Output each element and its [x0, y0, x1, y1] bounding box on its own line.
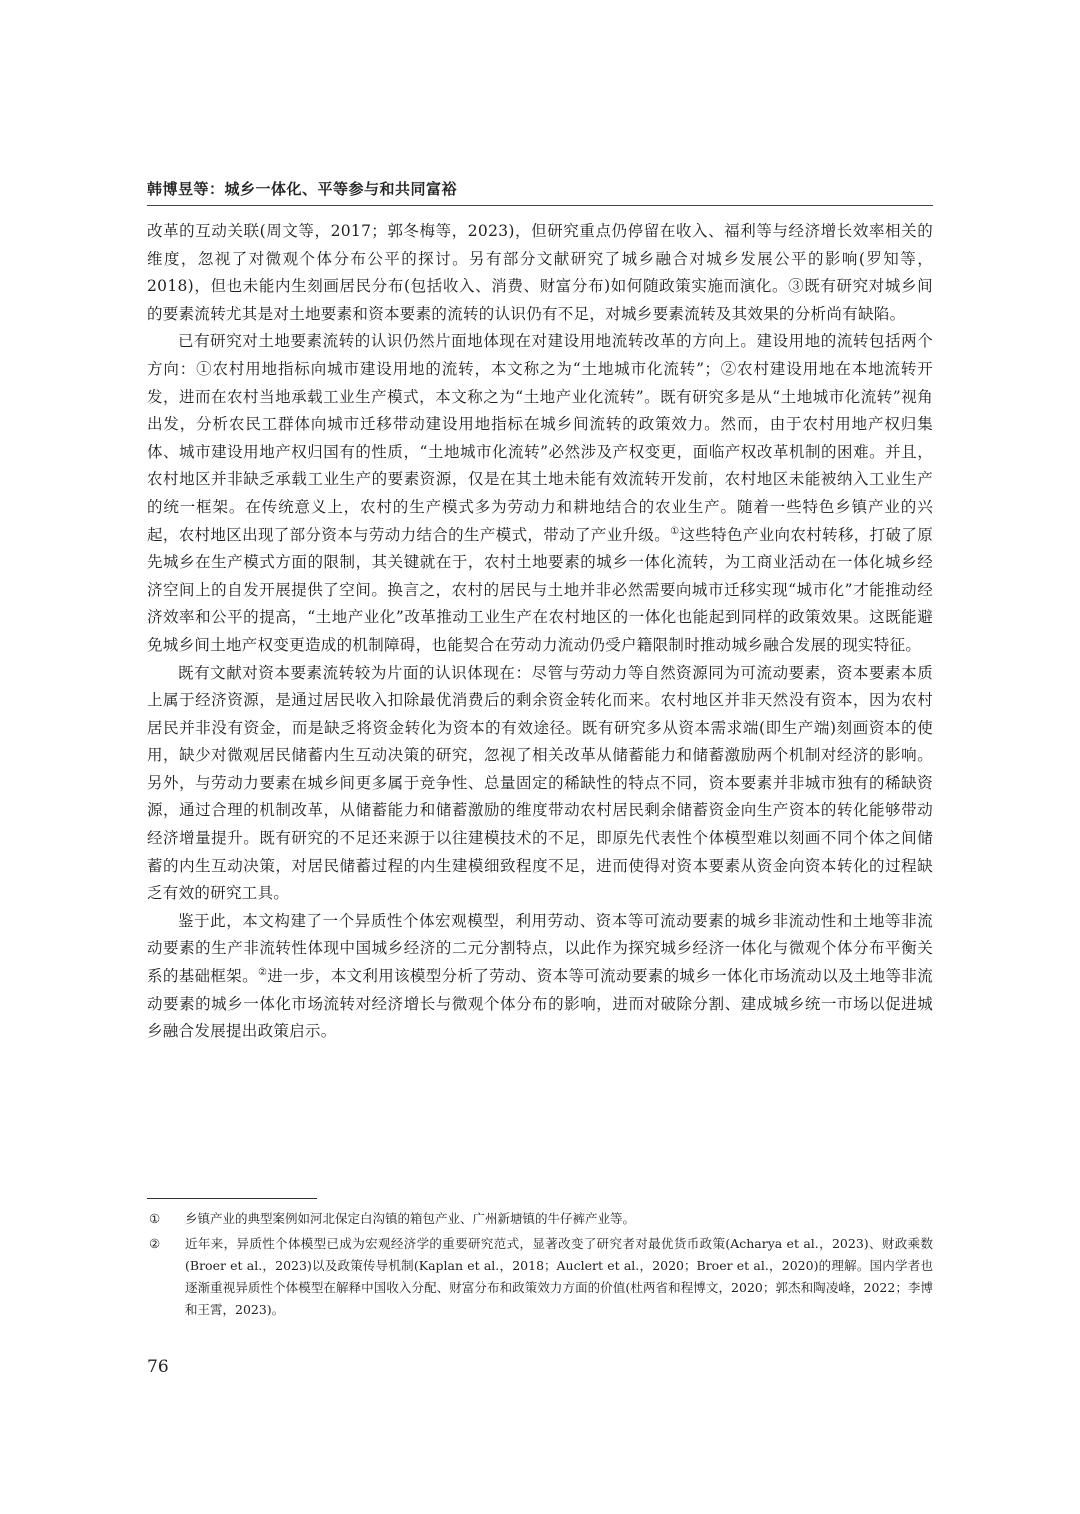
paragraph-text: 鉴于此，本文构建了一个异质性个体宏观模型，利用劳动、资本等可流动要素的城乡非流动性和土地等非流动要素的生产非流转性体现中国城乡经济的二元分割特点，以此作为探究城乡经济一体化与微观个体分布平衡关系的基础框架。: [147, 911, 933, 986]
footnote-item: [147, 1208, 933, 1230]
paragraph-continued: 改革的互动关联(周文等，2017；郭冬梅等，2023)，但研究重点仍停留在收入、福利等与经济增长效率相关的维度，忽视了对微观个体分布公平的探讨。另有部分文献研究了城乡融合对城乡发展公平的影响(罗知等，2018)，但也未能内生刻画居民分布(包括收入、消费、财富分布)如何随政策实施而演化。③既有研究对城乡间的要素流转尤其是对土地要素和资本要素的流转的认识仍有不足，对城乡要素流转及其效果的分析尚有缺陷。: [147, 222, 933, 323]
paragraph-text: 进一步，本文利用该模型分析了劳动、资本等可流动要素的城乡一体化市场流动以及土地等非流动要素的城乡一体化市场流转对经济增长与微观个体分布的影响，进而对破除分割、建成城乡统一市场以促进城乡融合发展提出政策启示。: [147, 967, 934, 1041]
footnote-text: 乡镇产业的典型案例如河北保定白沟镇的箱包产业、广州新塘镇的牛仔裤产业等。: [185, 1211, 636, 1226]
footnote-mark: ②: [149, 1236, 161, 1251]
footnote-item: [147, 1233, 933, 1321]
page-number: 76: [147, 1357, 169, 1377]
footnotes: [147, 1208, 933, 1324]
footnote-divider: [147, 1198, 317, 1199]
body-text: [147, 218, 933, 1046]
paragraph-capital-factor: 既有文献对资本要素流转较为片面的认识体现在：尽管与劳动力等自然资源同为可流动要素，资本要素本质上属于经济资源，是通过居民收入扣除最优消费后的剩余资金转化而来。农村地区并非天然没有资本，因为农村居民并非没有资金，而是缺乏将资金转化为资本的有效途径。既有研究多从资本需求端(即生产端)刻画资本的使用，缺少对微观居民储蓄内生互动决策的研究，忽视了相关改革从储蓄能力和储蓄激励两个机制对经济的影响。另外，与劳动力要素在城乡间更多属于竞争性、总量固定的稀缺性的特点不同，资本要素并非城市独有的稀缺资源，通过合理的机制改革，从储蓄能力和储蓄激励的维度带动农村居民剩余储蓄资金向生产资本的转化能够带动经济增量提升。既有研究的不足还来源于以往建模技术的不足，即原先代表性个体模型难以刻画不同个体之间储蓄的内生互动决策，对居民储蓄过程的内生建模细致程度不足，进而使得对资本要素从资金向资本转化的过程缺乏有效的研究工具。: [147, 663, 933, 903]
paragraph-text: 这些特色产业向农村转移，打破了原先城乡在生产模式方面的限制，其关键就在于，农村土地要素的城乡一体化流转，为工商业活动在一体化城乡经济空间上的自发开展提供了空间。换言之，农村的居民与土地并非必然需要向城市迁移实现“城市化”才能推动经济效率和公平的提高，“土地产业化”改革推动工业生产在农村地区的一体化也能起到同样的政策效果。这既能避免城乡间土地产权变更造成的机制障碍，也能契合在劳动力流动仍受户籍限制时推动城乡融合发展的现实特征。: [147, 525, 934, 654]
paragraph-land-factor: [147, 328, 933, 659]
paragraph-text: 已有研究对土地要素流转的认识仍然片面地体现在对建设用地流转改革的方向上。建设用地的流转包括两个方向：①农村用地指标向城市建设用地的流转，本文称之为“土地城市化流转”；②农村建设用地在本地流转开发，进而在农村当地承载工业生产模式，本文称之为“土地产业化流转”。既有研究多是从“土地城市化流转”视角出发，分析农民工群体向城市迁移带动建设用地指标在城乡间流转的政策效力。然而，由于农村用地产权归集体、城市建设用地产权归国有的性质，“土地城市化流转”必然涉及产权变更，面临产权改革机制的困难。并且，农村地区并非缺乏承载工业生产的要素资源，仅是在其土地未能有效流转开发前，农村地区未能被纳入工业生产的统一框架。在传统意义上，农村的生产模式多为劳动力和耕地结合的农业生产。随着一些特色乡镇产业的兴起，农村地区出现了部分资本与劳动力结合的生产模式，带动了产业升级。: [147, 332, 933, 544]
footnote-ref[interactable]: ②: [257, 966, 268, 978]
footnote-ref[interactable]: ①: [670, 525, 680, 537]
running-header: 韩博昱等：城乡一体化、平等参与和共同富裕: [147, 178, 933, 206]
footnote-mark: ①: [149, 1211, 161, 1226]
paragraph-model-framework: [147, 908, 933, 1046]
footnote-text: 近年来，异质性个体模型已成为宏观经济学的重要研究范式，显著改变了研究者对最优货币政策(Acharya et al.，2023)、财政乘数(Broer et al.，2023)以及政策传导机制(Kaplan et al.，2018；Auclert et al.，2020；Broer et al.，2020)的理解。国内学者也逐渐重视异质性个体模型在解释中国收入分配、财富分布和政策效力方面的价值(杜两省和程博文，2020；郭杰和陶凌峰，2022；李博和王霄，2023)。: [185, 1236, 933, 1317]
